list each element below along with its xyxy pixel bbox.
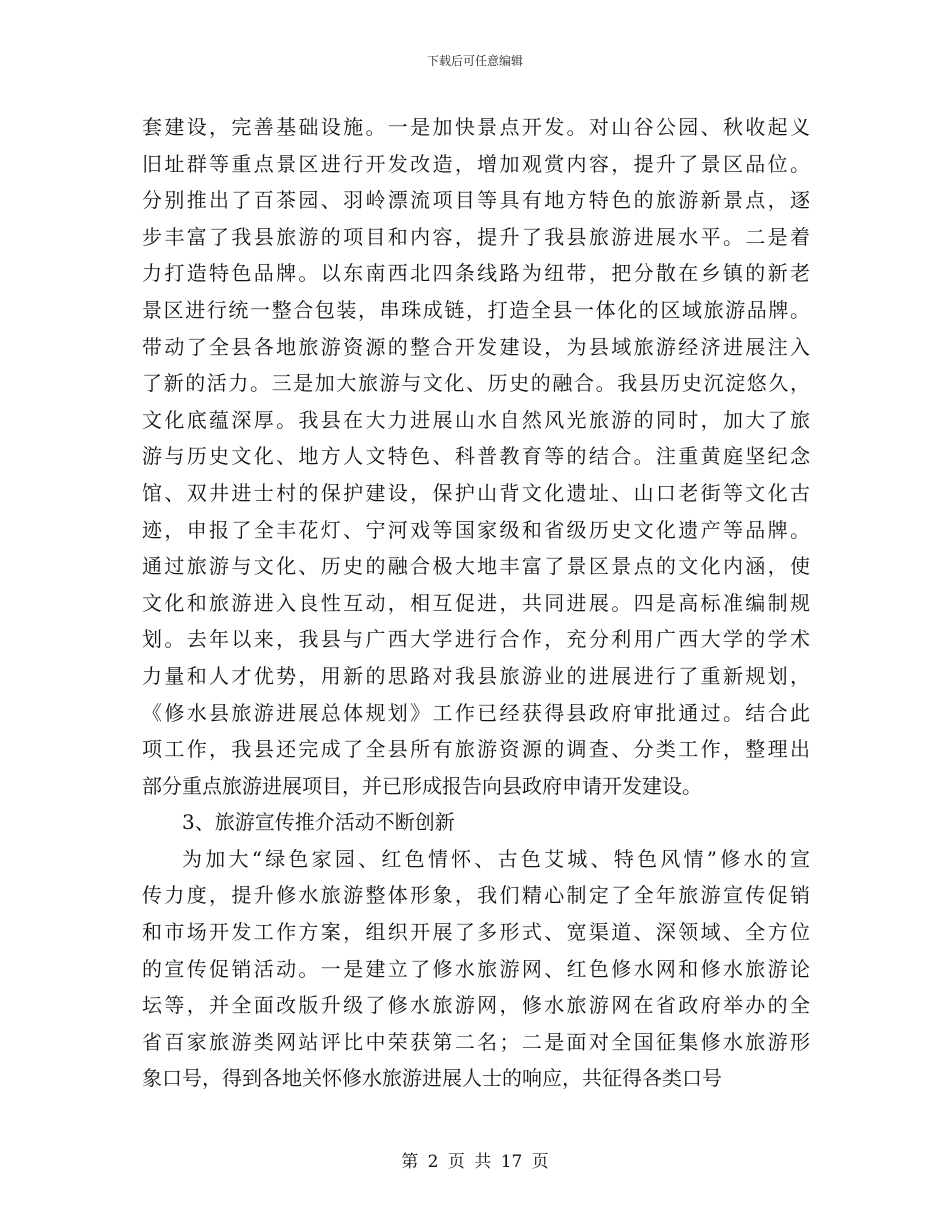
text-line: 坛等，并全面改版升级了修水旅游网，修水旅游网在省政府举办的全 [142, 993, 810, 1018]
text-line: 旧址群等重点景区进行开发改造，增加观赏内容，提升了景区品位。 [142, 151, 810, 176]
text-line: 步丰富了我县旅游的项目和内容，提升了我县旅游进展水平。二是着 [142, 224, 810, 249]
text-line: 分别推出了百茶园、羽岭漂流项目等具有地方特色的旅游新景点，逐 [142, 188, 810, 213]
text-line: 了新的活力。三是加大旅游与文化、历史的融合。我县历史沉淀悠久， [142, 371, 810, 396]
text-line: 文化和旅游进入良性互动，相互促进，共同进展。四是高标准编制规 [142, 590, 810, 615]
text-line: 省百家旅游类网站评比中荣获第二名；二是面对全国征集修水旅游形 [142, 1029, 810, 1054]
text-line: 象口号，得到各地关怀修水旅游进展人士的响应，共征得各类口号 [142, 1066, 722, 1091]
page-footer: 第 2 页 共 17 页 [401, 1152, 549, 1172]
text-line: 传力度，提升修水旅游整体形象，我们精心制定了全年旅游宣传促销 [142, 883, 810, 908]
text-line: 3、旅游宣传推介活动不断创新 [182, 810, 455, 835]
text-line: 通过旅游与文化、历史的融合极大地丰富了景区景点的文化内涵，使 [142, 554, 810, 579]
text-line: 馆、双井进士村的保护建设，保护山背文化遗址、山口老街等文化古 [142, 480, 810, 505]
text-line: 力打造特色品牌。以东南西北四条线路为纽带，把分散在乡镇的新老 [142, 261, 810, 286]
text-line: 迹，申报了全丰花灯、宁河戏等国家级和省级历史文化遗产等品牌。 [142, 517, 810, 542]
text-line: 项工作，我县还完成了全县所有旅游资源的调查、分类工作，整理出 [142, 737, 810, 762]
text-line: 划。去年以来，我县与广西大学进行合作，充分利用广西大学的学术 [142, 627, 810, 652]
text-line: 部分重点旅游进展项目，并已形成报告向县政府申请开发建设。 [142, 773, 702, 798]
text-line: 景区进行统一整合包装，串珠成链，打造全县一体化的区域旅游品牌。 [142, 297, 810, 322]
text-line: 和市场开发工作方案，组织开展了多形式、宽渠道、深领域、全方位 [142, 920, 810, 945]
text-line: 力量和人才优势，用新的思路对我县旅游业的进展进行了重新规划， [142, 663, 810, 688]
text-line: 文化底蕴深厚。我县在大力进展山水自然风光旅游的同时，加大了旅 [142, 407, 810, 432]
text-line: 游与历史文化、地方人文特色、科普教育等的结合。注重黄庭坚纪念 [142, 444, 810, 469]
text-line: 带动了全县各地旅游资源的整合开发建设，为县域旅游经济进展注入 [142, 334, 810, 359]
text-line: 《修水县旅游进展总体规划》工作已经获得县政府审批通过。结合此 [142, 700, 810, 725]
page-header: 下载后可任意编辑 [426, 54, 523, 68]
text-line: 套建设，完善基础设施。一是加快景点开发。对山谷公园、秋收起义 [142, 115, 810, 139]
text-line: 的宣传促销活动。一是建立了修水旅游网、红色修水网和修水旅游论 [142, 956, 810, 981]
document-body [142, 109, 810, 1097]
text-line: 为加大“绿色家园、红色情怀、古色艾城、特色风情”修水的宣 [182, 846, 810, 871]
